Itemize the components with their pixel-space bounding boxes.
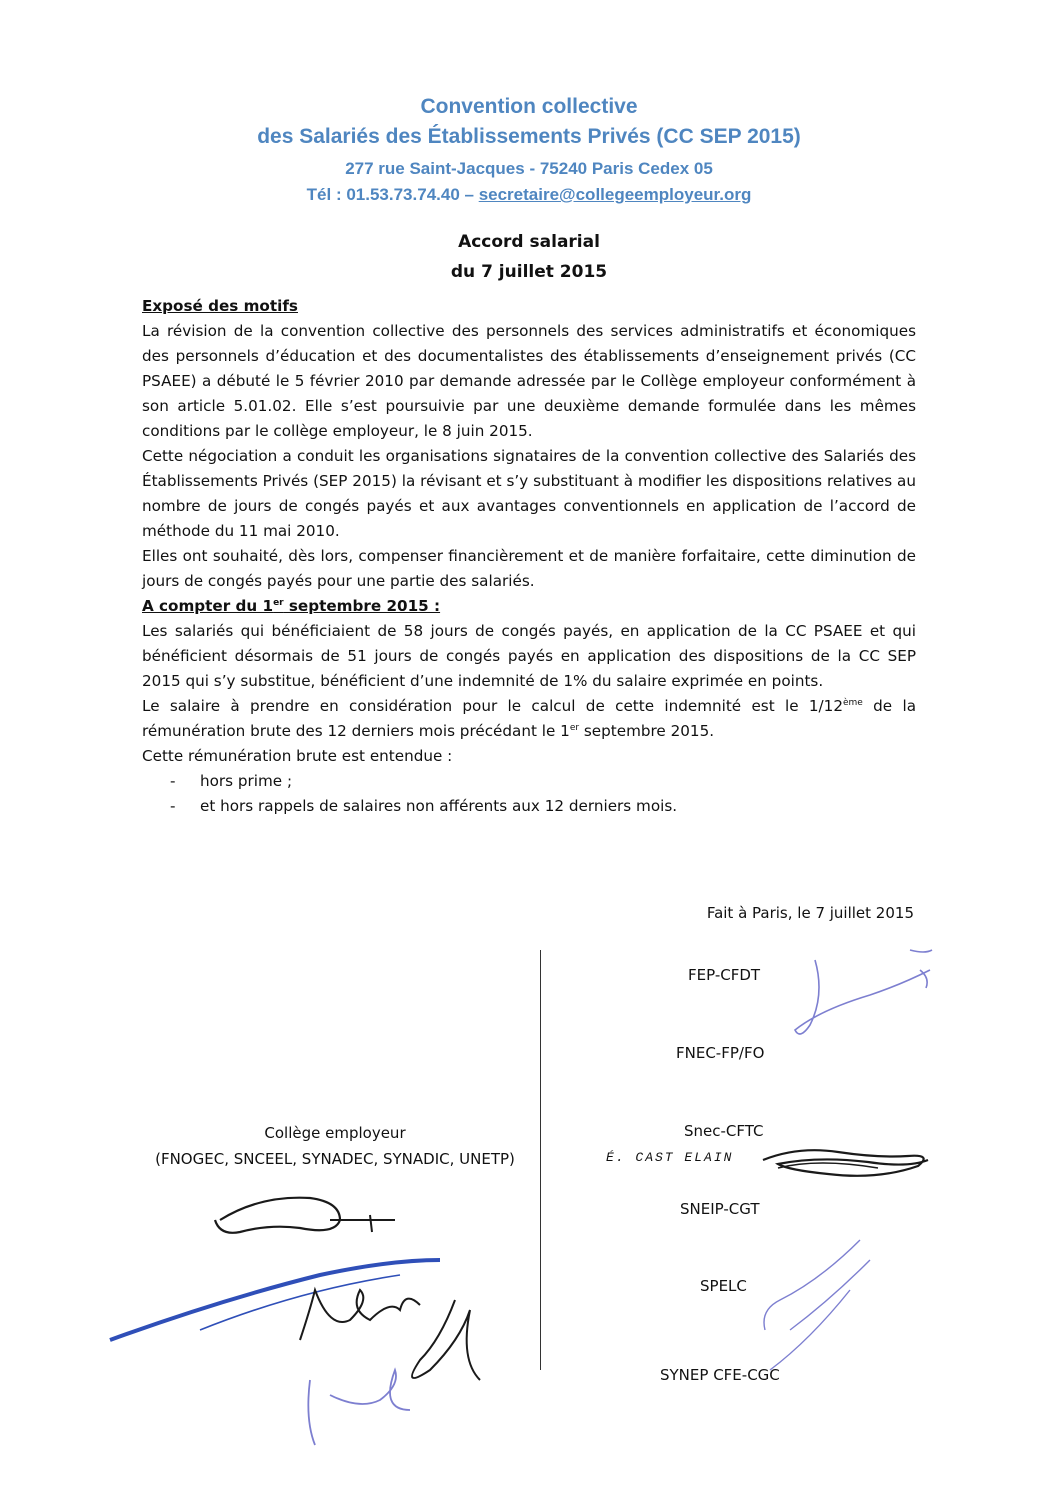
document-body: [142, 294, 916, 819]
convention-title: Convention collective: [420, 95, 638, 118]
paragraph: Cette rémunération brute est entendue :: [142, 747, 453, 765]
signatory-synep-cfe-cgc: SYNEP CFE-CGC: [660, 1366, 780, 1384]
email-link[interactable]: secretaire@collegeemployeur.org: [478, 185, 752, 204]
address: 277 rue Saint-Jacques - 75240 Paris Cedex 05: [345, 159, 713, 178]
contact-line: [0, 184, 1058, 206]
signatory-fep-cfdt: FEP-CFDT: [688, 966, 761, 984]
paragraph: La révision de la convention collective des personnels des services administratifs et économiques des personnels d’éducation et des documentalistes des établissements d’enseignement privés (CC PSAEE) a débuté le 5 février 2010 par demande adressée par le Collège employeur conformément à son article 5.01.02. Elle s’est poursuivie par une deuxième demande formulée dans les mêmes conditions par le collège employeur, le 8 juin 2015.: [142, 322, 916, 440]
paragraph: Elles ont souhaité, dès lors, compenser financièrement et de manière forfaitaire, cette diminution de jours de congés payés pour une partie des salariés.: [142, 547, 916, 590]
convention-subtitle: des Salariés des Établissements Privés (CC SEP 2015): [257, 125, 801, 148]
document-date: du 7 juillet 2015: [450, 262, 608, 282]
employer-block: [130, 1120, 540, 1172]
signer-name-snec: É. CAST ELAIN: [606, 1150, 734, 1165]
signature-employer: [100, 1180, 540, 1490]
document-title: Accord salarial: [458, 232, 600, 252]
section-heading-expose: Exposé des motifs: [142, 297, 298, 315]
signature-fep-cfdt: [780, 940, 950, 1050]
exclusion-list: [142, 769, 916, 819]
signatory-fnec-fp-fo: FNEC-FP/FO: [676, 1044, 765, 1062]
signatory-spelc: SPELC: [700, 1277, 747, 1295]
list-item: - et hors rappels de salaires non afférents aux 12 derniers mois.: [170, 797, 678, 815]
list-item: - hors prime ;: [170, 772, 293, 790]
employer-members: (FNOGEC, SNCEEL, SYNADEC, SYNADIC, UNETP): [155, 1150, 515, 1168]
employer-label: Collège employeur: [264, 1124, 406, 1142]
signatory-sneip-cgt: SNEIP-CGT: [680, 1200, 760, 1218]
paragraph: Cette négociation a conduit les organisations signataires de la convention collective des Salariés des Établissements Privés (SEP 2015) la révisant et s’y substituant à modifier les dispositions relatives au nombre de jours de congés payés et aux avantages conventionnels en application de l’accord de méthode du 11 mai 2010.: [142, 447, 916, 540]
place-date: Fait à Paris, le 7 juillet 2015: [706, 904, 914, 922]
signature-spelc: [740, 1230, 880, 1380]
signatory-snec-cftc: Snec-CFTC: [684, 1122, 764, 1140]
paragraph: Les salariés qui bénéficiaient de 58 jours de congés payés, en application de la CC PSAEE et qui bénéficient désormais de 51 jours de congés payés en application des dispositions de la CC SEP 2015 qui s’y substitue, bénéficient d’une indemnité de 1% du salaire exprimée en points.: [142, 622, 916, 690]
paragraph: Le salaire à prendre en considération pour le calcul de cette indemnité est le 1/12ème de la rémunération brute des 12 derniers mois précédant le 1er septembre 2015.: [142, 697, 916, 740]
signature-divider: [540, 950, 541, 1370]
section-heading-compter: A compter du 1er septembre 2015 :: [142, 597, 441, 615]
signature-snec-cftc: [758, 1138, 938, 1188]
telephone: Tél : 01.53.73.74.40 –: [306, 185, 479, 204]
